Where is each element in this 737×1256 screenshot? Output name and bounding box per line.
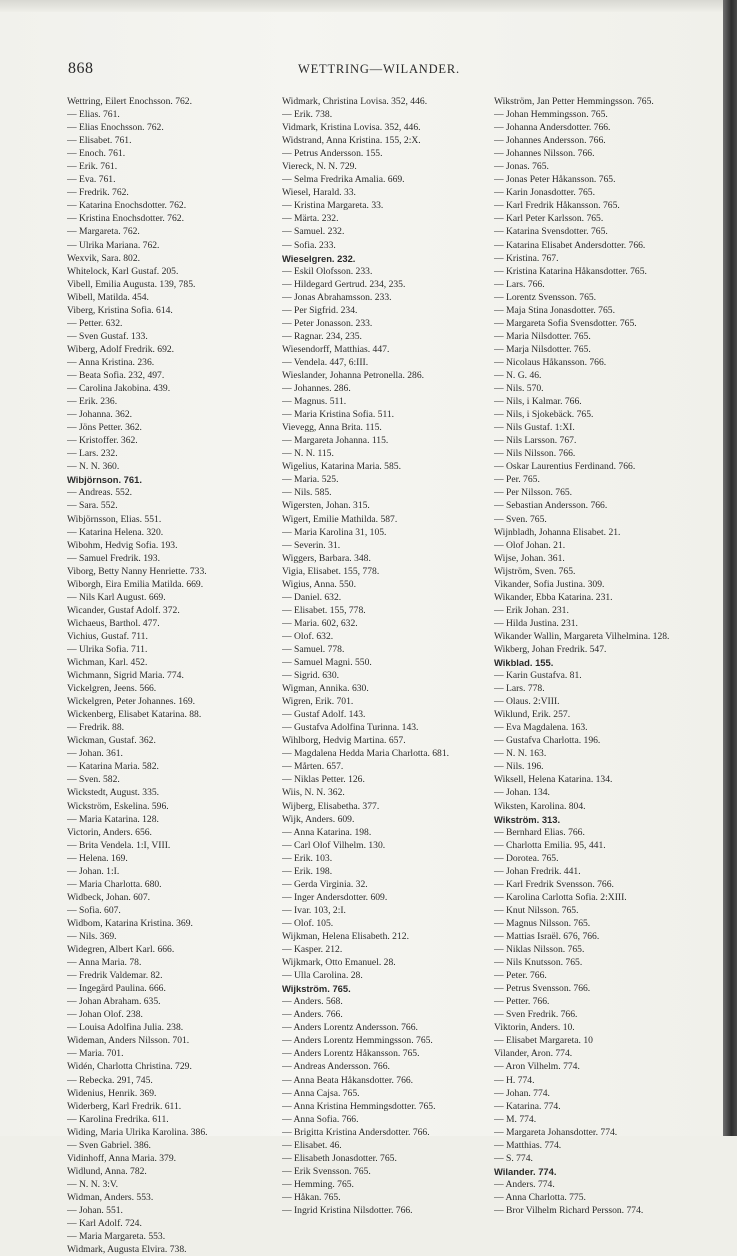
index-entry: — Lars. 766. — [494, 278, 545, 290]
index-entry: — Elias Enochsson. 762. — [67, 122, 164, 134]
index-entry: — Carl Olof Vilhelm. 130. — [282, 839, 386, 851]
index-entry: — Kasper. 212. — [282, 944, 343, 956]
index-entry: — Sofia. 233. — [282, 239, 336, 251]
index-entry: — Elisabet. 761. — [67, 135, 132, 147]
index-entry: — Anna Charlotta. 775. — [494, 1191, 586, 1203]
index-entry: — Karl Fredrik Håkansson. 765. — [494, 200, 620, 212]
index-entry: — Gustafva Adolfina Turinna. 143. — [282, 722, 419, 734]
index-entry: Vidinhoff, Anna Maria. 379. — [67, 1152, 177, 1164]
index-entry: Vichius, Gustaf. 711. — [67, 630, 148, 642]
index-entry: — Kristina Margareta. 33. — [282, 200, 384, 212]
index-family-heading: Wieselgren. 232. — [282, 252, 356, 264]
index-entry: — Petrus Andersson. 155. — [282, 148, 383, 160]
index-entry: — Sigrid. 630. — [282, 670, 340, 682]
index-entry: Wichmann, Sigrid Maria. 774. — [67, 670, 184, 682]
index-entry: — N. G. 46. — [494, 369, 542, 381]
index-entry: — Olof Johan. 21. — [494, 539, 566, 551]
index-entry: — Maria Nilsdotter. 765. — [494, 330, 591, 342]
index-entry: — Magdalena Hedda Maria Charlotta. 681. — [282, 748, 450, 760]
index-entry: — Elisabet. 46. — [282, 1139, 342, 1151]
index-entry: — Johan Hemmingsson. 765. — [494, 109, 608, 121]
index-entry: — Kristoffer. 362. — [67, 435, 138, 447]
index-entry: — Margareta Johansdotter. 774. — [494, 1126, 618, 1138]
index-entry: — Erik. 198. — [282, 865, 333, 877]
index-entry: — Maria Margareta. 553. — [67, 1231, 166, 1243]
index-entry: — Margareta Sofia Svensdotter. 765. — [494, 317, 637, 329]
index-entry: — Vendela. 447, 6:III. — [282, 356, 369, 368]
index-entry: — Sofia. 607. — [67, 904, 121, 916]
index-entry: — Erik. 761. — [67, 161, 118, 173]
index-entry: — Gerda Virginia. 32. — [282, 878, 368, 890]
index-entry: Whitelock, Karl Gustaf. 205. — [67, 265, 179, 277]
index-entry: — Hilda Justina. 231. — [494, 617, 578, 629]
index-entry: Wickström, Eskelina. 596. — [67, 800, 169, 812]
index-entry: — Anders. 568. — [282, 996, 343, 1008]
index-entry: Wikström, Jan Petter Hemmingsson. 765. — [494, 96, 654, 107]
index-entry: — Kristina. 767. — [494, 252, 559, 264]
page-top-edge — [0, 0, 737, 12]
index-entry: — Per Sigfrid. 234. — [282, 304, 358, 316]
index-entry: — Petrus Svensson. 766. — [494, 983, 591, 995]
index-entry: — Elias. 761. — [67, 109, 120, 121]
index-entry: Wibjörnsson, Elias. 551. — [67, 513, 162, 525]
index-entry: Wikander, Ebba Katarina. 231. — [494, 591, 613, 603]
index-entry: Wiberg, Adolf Fredrik. 692. — [67, 343, 175, 355]
index-entry: — Katarina Maria. 582. — [67, 761, 159, 773]
index-entry: — Karl Fredrik Svensson. 766. — [494, 878, 614, 890]
index-entry: — Niklas Nilsson. 765. — [494, 944, 585, 956]
index-entry: — Matthias. 774. — [494, 1139, 562, 1151]
index-entry: — N. N. 3:V. — [67, 1178, 118, 1190]
index-entry: — Jonas. 765. — [494, 161, 549, 173]
index-entry: — Anna Beata Håkansdotter. 766. — [282, 1074, 414, 1086]
index-entry: Wikberg, Johan Fredrik. 547. — [494, 643, 607, 655]
index-entry: Wijk, Anders. 609. — [282, 813, 355, 825]
index-entry: — Petter. 766. — [494, 996, 550, 1008]
index-family-heading: Wibjörnson. 761. — [67, 474, 142, 486]
index-entry: — Inger Andersdotter. 609. — [282, 891, 388, 903]
index-entry: — Nils. 570. — [494, 383, 544, 395]
index-entry: Wihlborg, Hedvig Martina. 657. — [282, 735, 406, 747]
running-title: WETTRING—WILANDER. — [298, 62, 460, 76]
index-entry: Vickelgren, Jeens. 566. — [67, 683, 157, 695]
index-entry: — N. N. 163. — [494, 748, 547, 760]
index-entry: — Märta. 232. — [282, 213, 339, 225]
index-entry: Widlund, Anna. 782. — [67, 1165, 147, 1177]
index-entry: — Helena. 169. — [67, 852, 128, 864]
index-entry: Wigelius, Katarina Maria. 585. — [282, 461, 401, 473]
index-entry: — Johan. 1:I. — [67, 865, 120, 877]
index-entry: — Håkan. 765. — [282, 1191, 341, 1203]
index-entry: — S. 774. — [494, 1152, 533, 1164]
index-entry: — Johan. 361. — [67, 748, 123, 760]
index-entry: Wijkman, Helena Elisabeth. 212. — [282, 931, 409, 942]
index-entry: Widegren, Albert Karl. 666. — [67, 944, 175, 956]
index-entry: Victorin, Anders. 656. — [67, 826, 152, 838]
index-entry: — Anna Kristina Hemmingsdotter. 765. — [282, 1100, 436, 1112]
index-entry: Wettring, Eilert Enochsson. 762. — [67, 96, 192, 107]
index-entry: — Fredrik. 88. — [67, 722, 125, 734]
index-entry: — Elisabeth Jonasdotter. 765. — [282, 1152, 397, 1164]
index-entry: Vilander, Aron. 774. — [494, 1048, 573, 1060]
index-entry: — Anna Maria. 78. — [67, 957, 142, 969]
index-entry: — Brigitta Kristina Andersdotter. 766. — [282, 1126, 430, 1138]
index-entry: Wijkmark, Otto Emanuel. 28. — [282, 957, 396, 969]
index-entry: — Enoch. 761. — [67, 148, 126, 160]
index-entry: — Ulrika Mariana. 762. — [67, 239, 160, 251]
index-entry: Viborg, Betty Nanny Henriette. 733. — [67, 565, 207, 577]
index-entry: — Erik Svensson. 765. — [282, 1165, 371, 1177]
index-entry: — Johanna. 362. — [67, 409, 133, 421]
index-entry: — Samuel. 232. — [282, 226, 345, 238]
index-entry: Wijberg, Elisabetha. 377. — [282, 800, 380, 812]
index-entry: — Eskil Olofsson. 233. — [282, 265, 373, 277]
index-entry: Wigersten, Johan. 315. — [282, 500, 370, 512]
index-entry: — Sara. 552. — [67, 500, 118, 512]
index-entry: — Andreas Andersson. 766. — [282, 1061, 390, 1073]
index-entry: — Jonas Peter Håkansson. 765. — [494, 174, 616, 186]
index-entry: — Nils Nilsson. 766. — [494, 448, 576, 460]
index-entry: — Ingegärd Paulina. 666. — [67, 983, 166, 995]
index-entry: Widbeck, Johan. 607. — [67, 891, 151, 903]
index-entry: — Samuel. 778. — [282, 643, 345, 655]
index-entry: — Nils Knutsson. 765. — [494, 957, 583, 969]
index-entry: — Nils Karl August. 669. — [67, 591, 166, 603]
index-entry: — Selma Fredrika Amalia. 669. — [282, 174, 405, 186]
index-entry: — N. N. 360. — [67, 461, 120, 473]
index-column-3 — [494, 95, 704, 1217]
index-entry: Wicander, Gustaf Adolf. 372. — [67, 604, 180, 616]
index-entry: — Sven Gustaf. 133. — [67, 330, 148, 342]
index-entry: — Karl Adolf. 724. — [67, 1218, 142, 1230]
index-entry: — Lars. 232. — [67, 448, 118, 460]
index-entry: — Nils. 196. — [494, 761, 544, 773]
index-entry: — H. 774. — [494, 1074, 535, 1086]
index-entry: — Gustaf Adolf. 143. — [282, 709, 366, 721]
index-entry: — Johan Olof. 238. — [67, 1009, 143, 1021]
index-entry: — Samuel Fredrik. 193. — [67, 552, 160, 564]
index-entry: — Anna Katarina. 198. — [282, 826, 372, 838]
index-entry: — Anders Lorentz Andersson. 766. — [282, 1022, 418, 1034]
index-entry: — Mattias Israël. 676, 766. — [494, 931, 600, 942]
book-spine-shadow — [723, 0, 737, 1136]
index-entry: — Daniel. 632. — [282, 591, 342, 603]
index-entry: Vidmark, Kristina Lovisa. 352, 446. — [282, 122, 421, 134]
index-entry: Wichman, Karl. 452. — [67, 657, 148, 669]
index-entry: — Erik. 738. — [282, 109, 333, 121]
index-entry: — M. 774. — [494, 1113, 537, 1125]
index-entry: — Anders Lorentz Håkansson. 765. — [282, 1048, 420, 1060]
index-entry: — Eva. 761. — [67, 174, 116, 186]
index-entry: Wikander Wallin, Margareta Vilhelmina. 128. — [494, 630, 670, 642]
index-entry: Widmark, Augusta Elvira. 738. — [67, 1244, 187, 1256]
index-entry: — Beata Sofia. 232, 497. — [67, 369, 165, 381]
index-entry: — Katarina Helena. 320. — [67, 526, 164, 538]
index-entry: — Johan Fredrik. 441. — [494, 865, 581, 877]
index-entry: Viberg, Kristina Sofia. 614. — [67, 304, 173, 316]
index-entry: — Ulla Carolina. 28. — [282, 970, 363, 982]
index-entry: — Johannes Nilsson. 766. — [494, 148, 595, 160]
index-entry: — Kristina Enochsdotter. 762. — [67, 213, 184, 225]
index-entry: — Lars. 778. — [494, 683, 545, 695]
index-entry: — Maria Charlotta. 680. — [67, 878, 162, 890]
index-entry: Widmark, Christina Lovisa. 352, 446. — [282, 96, 428, 107]
index-entry: — N. N. 115. — [282, 448, 334, 460]
index-entry: Wiggers, Barbara. 348. — [282, 552, 371, 564]
index-entry: — Anna Cajsa. 765. — [282, 1087, 360, 1099]
index-entry: — Johan Abraham. 635. — [67, 996, 161, 1008]
index-entry: — Aron Vilhelm. 774. — [494, 1061, 580, 1073]
index-entry: — Karolina Carlotta Sofia. 2:XIII. — [494, 891, 627, 903]
index-entry: Wigren, Erik. 701. — [282, 696, 354, 708]
index-entry: Wickman, Gustaf. 362. — [67, 735, 156, 747]
index-column-2 — [282, 95, 492, 1217]
index-entry: Widstrand, Anna Kristina. 155, 2:X. — [282, 135, 421, 147]
index-entry: Wichaeus, Barthol. 477. — [67, 617, 160, 629]
index-entry: Widenius, Henrik. 369. — [67, 1087, 157, 1099]
index-entry: — Nils, i Kalmar. 766. — [494, 396, 582, 408]
index-entry: — Jonas Abrahamsson. 233. — [282, 291, 392, 303]
index-entry: — Johanna Andersdotter. 766. — [494, 122, 611, 134]
index-entry: Wideman, Anders Nilsson. 701. — [67, 1035, 190, 1047]
index-entry: — Johannes. 286. — [282, 383, 351, 395]
index-entry: — Petter. 632. — [67, 317, 123, 329]
index-entry: — Samuel Magni. 550. — [282, 657, 372, 669]
index-entry: Widing, Maria Ulrika Karolina. 386. — [67, 1126, 208, 1138]
index-entry: Wieslander, Johanna Petronella. 286. — [282, 369, 425, 381]
index-entry: — Johannes Andersson. 766. — [494, 135, 606, 147]
index-entry: — Katarina Elisabet Andersdotter. 766. — [494, 239, 646, 251]
index-entry: Widbom, Katarina Kristina. 369. — [67, 917, 193, 929]
index-entry: Wiklund, Erik. 257. — [494, 709, 571, 721]
index-entry: — Sven. 582. — [67, 774, 120, 786]
index-family-heading: Wikström. 313. — [494, 813, 561, 825]
index-entry: — Peter. 766. — [494, 970, 547, 982]
index-entry: — Anders. 766. — [282, 1009, 343, 1021]
index-entry: — Sven Gabriel. 386. — [67, 1139, 151, 1151]
index-entry: Wickstedt, August. 335. — [67, 787, 160, 799]
index-entry: — Karl Peter Karlsson. 765. — [494, 213, 604, 225]
index-entry: — Nils. 585. — [282, 487, 332, 499]
index-entry: — Severin. 31. — [282, 539, 341, 551]
index-entry: Wickenberg, Elisabet Katarina. 88. — [67, 709, 202, 721]
index-entry: — Erik. 236. — [67, 396, 118, 408]
index-entry: Vievegg, Anna Brita. 115. — [282, 422, 382, 434]
index-entry: Wibohm, Hedvig Sofia. 193. — [67, 539, 178, 551]
index-entry: Widman, Anders. 553. — [67, 1191, 154, 1203]
index-entry: — Lorentz Svensson. 765. — [494, 291, 597, 303]
index-entry: — Karin Jonasdotter. 765. — [494, 187, 595, 199]
index-family-heading: Wijkström. 765. — [282, 983, 351, 995]
index-entry: — Karin Gustafva. 81. — [494, 670, 582, 682]
index-entry: — Olaus. 2:VIII. — [494, 696, 560, 708]
index-entry: — Louisa Adolfina Julia. 238. — [67, 1022, 184, 1034]
index-entry: Viereck, N. N. 729. — [282, 161, 357, 173]
index-entry: Vibell, Emilia Augusta. 139, 785. — [67, 278, 196, 290]
index-entry: Wibell, Matilda. 454. — [67, 291, 149, 303]
index-entry: — Ulrika Sofia. 711. — [67, 643, 148, 655]
page-number: 868 — [68, 60, 94, 77]
index-entry: — Maria. 602, 632. — [282, 617, 358, 629]
index-entry: — Kristina Katarina Håkansdotter. 765. — [494, 265, 647, 277]
index-entry: — Sven Fredrik. 766. — [494, 1009, 578, 1021]
index-entry: Wiborgh, Eira Emilia Matilda. 669. — [67, 578, 204, 590]
index-entry: Wiksell, Helena Katarina. 134. — [494, 774, 613, 786]
index-entry: — Anders. 774. — [494, 1178, 555, 1190]
index-entry: — Maja Stina Jonasdotter. 765. — [494, 304, 615, 316]
index-entry: — Knut Nilsson. 765. — [494, 904, 579, 916]
index-entry: — Per. 765. — [494, 474, 540, 486]
index-entry: Wickelgren, Peter Johannes. 169. — [67, 696, 196, 708]
index-entry: — Erik. 103. — [282, 852, 333, 864]
index-entry: Wigman, Annika. 630. — [282, 683, 369, 695]
index-entry: — Andreas. 552. — [67, 487, 133, 499]
index-entry: Wijström, Sven. 765. — [494, 565, 576, 577]
index-entry: — Katarina Svensdotter. 765. — [494, 226, 608, 238]
index-entry: — Margareta Johanna. 115. — [282, 435, 389, 447]
index-family-heading: Wikblad. 155. — [494, 657, 554, 669]
index-entry: Wijse, Johan. 361. — [494, 552, 565, 564]
index-entry: Wiesel, Harald. 33. — [282, 187, 356, 199]
index-column-1 — [67, 95, 277, 1256]
index-entry: — Katarina Enochsdotter. 762. — [67, 200, 187, 212]
page-header — [68, 60, 708, 82]
index-entry: — Anna Sofia. 766. — [282, 1113, 359, 1125]
index-entry: — Rebecka. 291, 745. — [67, 1074, 153, 1086]
index-entry: — Olof. 105. — [282, 917, 334, 929]
index-entry: — Karolina Fredrika. 611. — [67, 1113, 169, 1125]
index-entry: — Magnus Nilsson. 765. — [494, 917, 591, 929]
index-entry: — Ragnar. 234, 235. — [282, 330, 362, 342]
index-entry: — Carolina Jakobina. 439. — [67, 383, 171, 395]
index-entry: — Mårten. 657. — [282, 761, 344, 773]
index-entry: — Oskar Laurentius Ferdinand. 766. — [494, 461, 636, 473]
index-entry: — Johan. 134. — [494, 787, 550, 799]
index-entry: — Erik Johan. 231. — [494, 604, 569, 616]
index-entry: — Ingrid Kristina Nilsdotter. 766. — [282, 1204, 413, 1216]
index-entry: — Maria Katarina. 128. — [67, 813, 159, 825]
index-entry: — Ivar. 103, 2:I. — [282, 904, 346, 916]
index-entry: — Bernhard Elias. 766. — [494, 826, 585, 838]
index-entry: — Hemming. 765. — [282, 1178, 354, 1190]
index-entry: — Eva Magdalena. 163. — [494, 722, 588, 734]
index-entry: — Maria Kristina Sofia. 511. — [282, 409, 395, 421]
index-entry: Wigert, Emilie Mathilda. 587. — [282, 513, 398, 525]
index-entry: — Magnus. 511. — [282, 396, 347, 408]
index-entry: — Elisabet. 155, 778. — [282, 604, 366, 616]
index-entry: — Anna Kristina. 236. — [67, 356, 155, 368]
index-entry: — Sebastian Andersson. 766. — [494, 500, 608, 512]
index-entry: — Nils Gustaf. 1:XI. — [494, 422, 575, 434]
index-entry: — Nils. 369. — [67, 931, 117, 942]
index-entry: Viktorin, Anders. 10. — [494, 1022, 575, 1034]
index-entry: Wigius, Anna. 550. — [282, 578, 356, 590]
index-entry: — Nils Larsson. 767. — [494, 435, 577, 447]
index-entry: — Gustafva Charlotta. 196. — [494, 735, 601, 747]
index-entry: Wiksten, Karolina. 804. — [494, 800, 586, 812]
index-entry: — Sven. 765. — [494, 513, 547, 525]
index-entry: — Anders Lorentz Hemmingsson. 765. — [282, 1035, 433, 1047]
index-entry: — Johan. 551. — [67, 1204, 123, 1216]
index-entry: — Olof. 632. — [282, 630, 334, 642]
index-entry: — Maria Karolina 31, 105. — [282, 526, 387, 538]
index-entry: — Elisabet Margareta. 10 — [494, 1035, 593, 1047]
index-entry: — Katarina. 774. — [494, 1100, 561, 1112]
index-entry: — Johan. 774. — [494, 1087, 550, 1099]
index-entry: — Marja Nilsdotter. 765. — [494, 343, 591, 355]
index-entry: — Fredrik Valdemar. 82. — [67, 970, 163, 982]
index-entry: — Hildegard Gertrud. 234, 235. — [282, 278, 406, 290]
index-family-heading: Wilander. 774. — [494, 1165, 557, 1177]
index-entry: — Nicolaus Håkansson. 766. — [494, 356, 607, 368]
index-entry: — Maria. 701. — [67, 1048, 124, 1060]
index-entry: — Peter Jonasson. 233. — [282, 317, 373, 329]
index-entry: Vikander, Sofia Justina. 309. — [494, 578, 605, 590]
index-entry: — Maria. 525. — [282, 474, 339, 486]
index-entry: Vigia, Elisabet. 155, 778. — [282, 565, 380, 577]
index-entry: Wexvik, Sara. 802. — [67, 252, 141, 264]
index-entry: — Brita Vendela. 1:I, VIII. — [67, 839, 171, 851]
index-entry: — Charlotta Emilia. 95, 441. — [494, 839, 606, 851]
index-entry: Widén, Charlotta Christina. 729. — [67, 1061, 192, 1073]
index-entry: — Fredrik. 762. — [67, 187, 129, 199]
index-entry: Widerberg, Karl Fredrik. 611. — [67, 1100, 182, 1112]
index-entry: — Bror Vilhelm Richard Persson. 774. — [494, 1204, 644, 1216]
index-entry: Wijnbladh, Johanna Elisabet. 21. — [494, 526, 621, 538]
index-entry: — Margareta. 762. — [67, 226, 140, 238]
index-entry: — Jöns Petter. 362. — [67, 422, 142, 434]
index-entry: — Niklas Petter. 126. — [282, 774, 365, 786]
index-entry: Wiesendorff, Matthias. 447. — [282, 343, 390, 355]
index-entry: — Dorotea. 765. — [494, 852, 559, 864]
index-entry: Wiis, N. N. 362. — [282, 787, 345, 799]
index-entry: — Per Nilsson. 765. — [494, 487, 573, 499]
index-entry: — Nils, i Sjokebäck. 765. — [494, 409, 594, 421]
